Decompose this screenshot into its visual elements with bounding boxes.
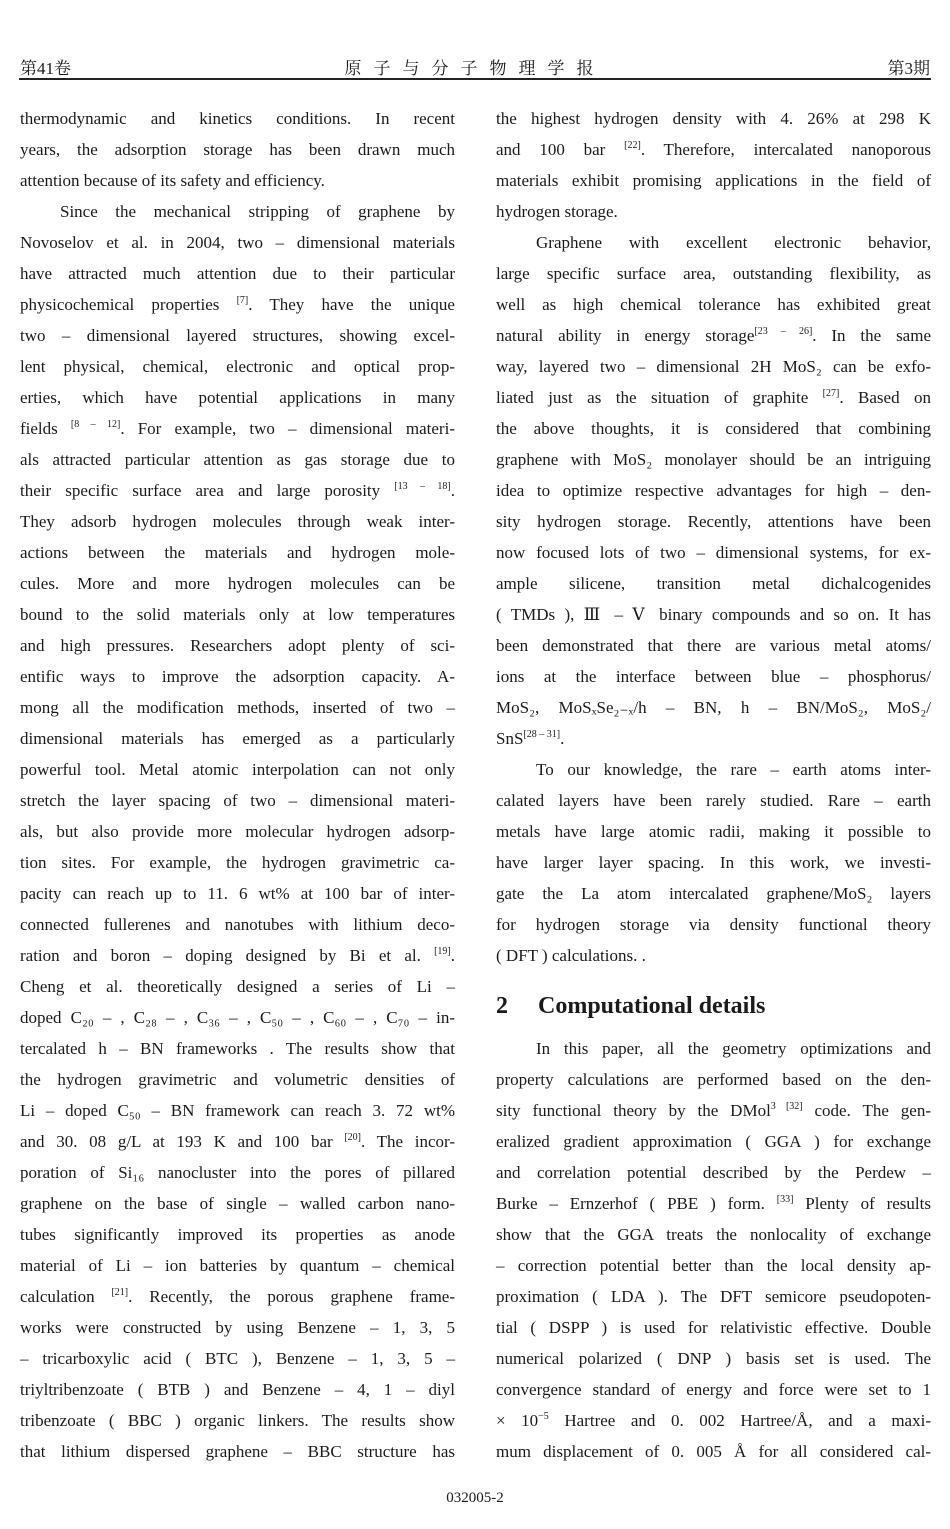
- text-line: Novoselov et al. in 2004, two – dimensional materials: [20, 233, 455, 252]
- text-line: and correlation potential described by the Perdew –: [496, 1163, 931, 1182]
- running-header: [19, 52, 931, 80]
- text-line: proximation ( LDA ). The DFT semicore pseudopoten-: [496, 1287, 931, 1306]
- text-line: mum displacement of 0. 005 Å for all considered cal-: [496, 1442, 931, 1461]
- citation-ref: [28 – 31]: [523, 729, 561, 740]
- section-number: 2: [496, 993, 508, 1019]
- text-line: metals have large atomic radii, making it possible to: [496, 822, 931, 841]
- text-line: dimensional materials has emerged as a particularly: [20, 729, 455, 748]
- text-line: have larger layer spacing. In this work, we investi-: [496, 853, 931, 872]
- text-line: natural ability in energy storage[23 – 26]. In the same: [496, 326, 931, 345]
- text-line: Burke – Ernzerhof ( PBE ) form. [33] Plenty of results: [496, 1194, 931, 1213]
- text-line: mong all the modification methods, inserted of two –: [20, 698, 455, 717]
- text-line: tribenzoate ( BBC ) organic linkers. The results show: [20, 1411, 455, 1430]
- citation-ref: [7]: [236, 295, 249, 306]
- citation-ref: 3 [32]: [770, 1101, 803, 1112]
- text-line: and 30. 08 g/L at 193 K and 100 bar [20]. The incor-: [20, 1132, 455, 1151]
- text-line: doped C₂₀ – , C₂₈ – , C₃₆ – , C₅₀ – , C₆₀ – , C₇₀ – in-: [20, 1008, 455, 1027]
- right-column-methods: [496, 1033, 931, 1467]
- text-line: graphene on the base of single – walled carbon nano-: [20, 1194, 455, 1213]
- text-line: als, but also provide more molecular hydrogen adsorp-: [20, 822, 455, 841]
- text-line: In this paper, all the geometry optimizations and: [536, 1039, 931, 1058]
- citation-ref: [33]: [776, 1194, 794, 1205]
- text-line: connected fullerenes and nanotubes with lithium deco-: [20, 915, 455, 934]
- text-line: and high pressures. Researchers adopt plenty of sci-: [20, 636, 455, 655]
- text-line: tion sites. For example, the hydrogen gravimetric ca-: [20, 853, 455, 872]
- left-column: [20, 103, 455, 1467]
- text-line: MoS₂, MoSₓSe₂₋ₓ/h – BN, h – BN/MoS₂, MoS₂/: [496, 698, 931, 717]
- text-line: the hydrogen gravimetric and volumetric densities of: [20, 1070, 455, 1089]
- section-heading: [496, 971, 931, 1033]
- text-line: cules. More and more hydrogen molecules can be: [20, 574, 455, 593]
- citation-ref: [20]: [344, 1132, 362, 1143]
- text-line: eralized gradient approximation ( GGA ) for exchange: [496, 1132, 931, 1151]
- text-line: actions between the materials and hydrogen mole-: [20, 543, 455, 562]
- text-line: ( DFT ) calculations. .: [496, 946, 646, 965]
- text-line: the highest hydrogen density with 4. 26% at 298 K: [496, 109, 931, 128]
- text-line: convergence standard of energy and force were set to 1: [496, 1380, 931, 1399]
- text-line: way, layered two – dimensional 2H MoS₂ can be exfo-: [496, 357, 931, 376]
- text-line: show that the GGA treats the nonlocality of exchange: [496, 1225, 931, 1244]
- text-line: powerful tool. Metal atomic interpolation can not only: [20, 760, 455, 779]
- text-line: als attracted particular attention as gas storage due to: [20, 450, 455, 469]
- text-line: materials exhibit promising applications in the field of: [496, 171, 931, 190]
- text-line: Cheng et al. theoretically designed a series of Li –: [20, 977, 455, 996]
- text-line: that lithium dispersed graphene – BBC structure has: [20, 1442, 455, 1461]
- text-line: material of Li – ion batteries by quantum – chemical: [20, 1256, 455, 1275]
- text-line: They adsorb hydrogen molecules through weak inter-: [20, 512, 455, 531]
- text-line: entific ways to improve the adsorption capacity. A-: [20, 667, 455, 686]
- text-line: hydrogen storage.: [496, 202, 618, 221]
- citation-ref: [27]: [822, 388, 840, 399]
- text-line: Li – doped C₅₀ – BN framework can reach 3. 72 wt%: [20, 1101, 455, 1120]
- journal-title: 原子与分子物理学报: [344, 59, 606, 78]
- text-line: works were constructed by using Benzene – 1, 3, 5: [20, 1318, 455, 1337]
- text-line: × $10^{-5}$ Hartree and 0. 002 Hartree/Å, and a maxi-: [496, 1411, 931, 1430]
- text-line: calculation [21]. Recently, the porous graphene frame-: [20, 1287, 455, 1306]
- text-line: ration and boron – doping designed by Bi et al. [19].: [20, 946, 455, 965]
- text-line: fields [8 – 12]. For example, two – dimensional materi-: [20, 419, 455, 438]
- text-line: To our knowledge, the rare – earth atoms inter-: [536, 760, 931, 779]
- text-line: property calculations are performed based on the den-: [496, 1070, 931, 1089]
- text-line: and 100 bar [22]. Therefore, intercalated nanoporous: [496, 140, 931, 159]
- text-line: SnS[28 – 31].: [496, 729, 565, 748]
- text-line: lent physical, chemical, electronic and optical prop-: [20, 357, 455, 376]
- right-column: [496, 103, 931, 1467]
- citation-ref: [13 – 18]: [394, 481, 451, 492]
- text-line: sity functional theory by the DMol$^{3 [32]}$ code. The gen-: [496, 1101, 931, 1120]
- citation-ref: [22]: [624, 140, 641, 151]
- text-line: two – dimensional layered structures, showing excel-: [20, 326, 455, 345]
- text-line: numerical polarized ( DNP ) basis set is used. The: [496, 1349, 931, 1368]
- text-line: – correction potential better than the local density ap-: [496, 1256, 931, 1275]
- right-column-intro: [496, 103, 931, 971]
- text-line: poration of Si₁₆ nanocluster into the pores of pillared: [20, 1163, 455, 1182]
- text-line: idea to optimize respective advantages for high – den-: [496, 481, 931, 500]
- text-line: tubes significantly improved its properties as anode: [20, 1225, 455, 1244]
- text-line: their specific surface area and large porosity [13 – 18].: [20, 481, 455, 500]
- citation-ref: [8 – 12]: [70, 419, 121, 430]
- text-line: calated layers have been rarely studied. Rare – earth: [496, 791, 931, 810]
- citation-ref: [23 – 26]: [754, 326, 813, 337]
- page-number: 032005-2: [446, 1490, 504, 1506]
- text-line: ions at the interface between blue – phosphorus/: [496, 667, 931, 686]
- text-line: well as high chemical tolerance has exhibited great: [496, 295, 931, 314]
- text-line: erties, which have potential applications in many: [20, 388, 455, 407]
- text-line: years, the adsorption storage has been drawn much: [20, 140, 455, 159]
- text-line: bound to the solid materials only at low temperatures: [20, 605, 455, 624]
- citation-ref: [21]: [111, 1287, 129, 1298]
- text-line: thermodynamic and kinetics conditions. In recent: [20, 109, 455, 128]
- text-line: Graphene with excellent electronic behavior,: [536, 233, 931, 252]
- volume-label: 第41卷: [20, 59, 71, 78]
- citation-ref: [19]: [434, 946, 451, 957]
- text-line: graphene with MoS₂ monolayer should be an intriguing: [496, 450, 931, 469]
- text-line: ample silicene, transition metal dichalcogenides: [496, 574, 931, 593]
- text-line: tial ( DSPP ) is used for relativistic effective. Double: [496, 1318, 931, 1337]
- issue-label: 第3期: [887, 59, 930, 78]
- text-line: sity hydrogen storage. Recently, attentions have been: [496, 512, 931, 531]
- text-line: ( TMDs ), Ⅲ – Ⅴ binary compounds and so on. It has: [496, 605, 931, 624]
- text-line: triyltribenzoate ( BTB ) and Benzene – 4, 1 – diyl: [20, 1380, 455, 1399]
- text-line: the above thoughts, it is considered that combining: [496, 419, 931, 438]
- text-line: gate the La atom intercalated graphene/MoS₂ layers: [496, 884, 931, 903]
- text-line: physicochemical properties [7]. They have the unique: [20, 295, 455, 314]
- text-line: now focused lots of two – dimensional systems, for ex-: [496, 543, 931, 562]
- section-title: Computational details: [538, 993, 766, 1019]
- text-line: liated just as the situation of graphite [27]. Based on: [496, 388, 931, 407]
- citation-ref: −5: [538, 1411, 549, 1422]
- text-line: stretch the layer spacing of two – dimensional materi-: [20, 791, 455, 810]
- text-line: – tricarboxylic acid ( BTC ), Benzene – 1, 3, 5 –: [20, 1349, 455, 1368]
- text-line: been demonstrated that there are various metal atoms/: [496, 636, 931, 655]
- text-line: tercalated h – BN frameworks . The results show that: [20, 1039, 455, 1058]
- text-line: pacity can reach up to 11. 6 wt% at 100 bar of inter-: [20, 884, 455, 903]
- text-line: large specific surface area, outstanding flexibility, as: [496, 264, 931, 283]
- text-line: attention because of its safety and efficiency.: [20, 171, 325, 190]
- text-line: have attracted much attention due to their particular: [20, 264, 455, 283]
- text-line: Since the mechanical stripping of graphene by: [60, 202, 455, 221]
- text-line: for hydrogen storage via density functional theory: [496, 915, 931, 934]
